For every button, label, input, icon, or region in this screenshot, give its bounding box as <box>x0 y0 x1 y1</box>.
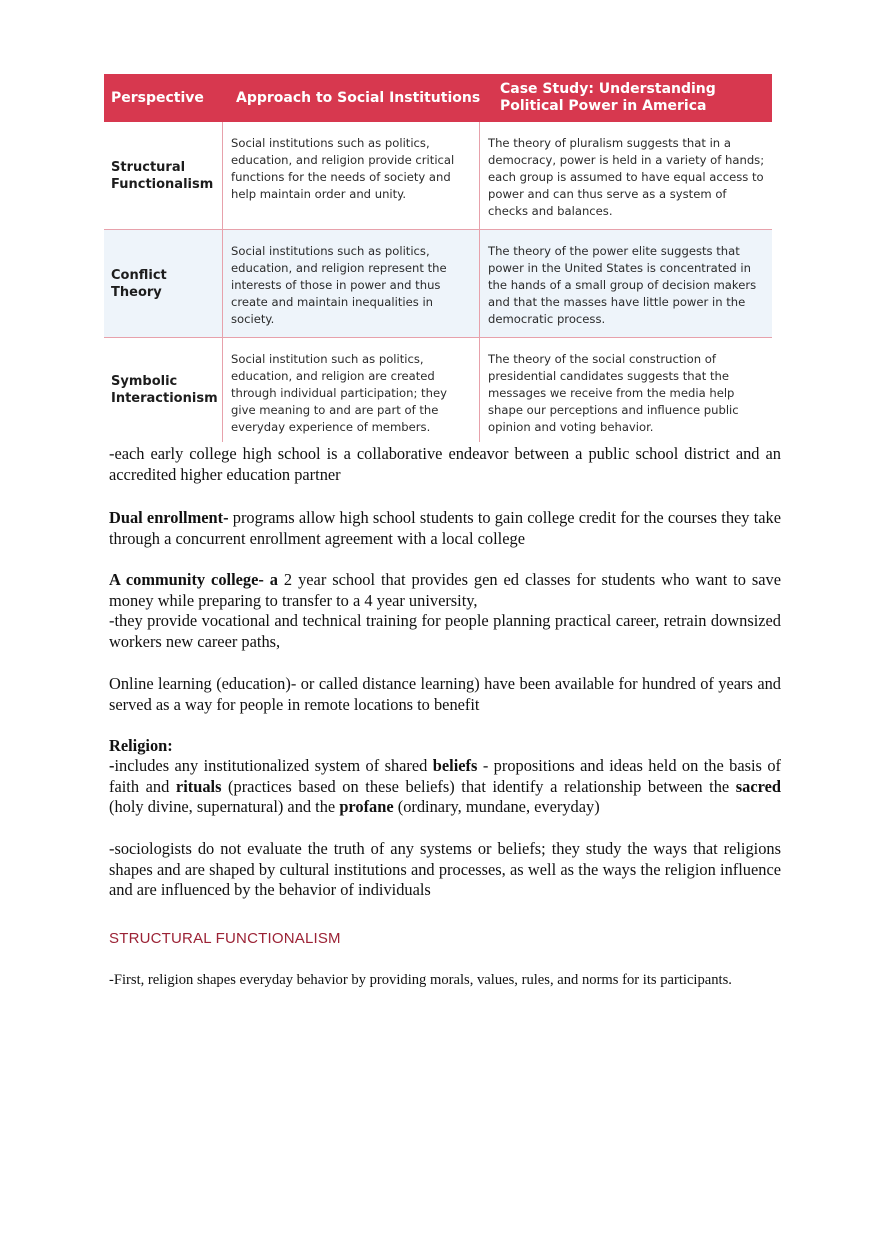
term-beliefs: beliefs <box>432 756 478 775</box>
community-college-term: A community college- a <box>109 570 278 589</box>
sociologists-paragraph: -sociologists do not evaluate the truth of any systems or beliefs; they study the ways that religions shapes and are shaped by cultural institutions and processes, as well as the ways the religion influence and are influenced by the behavior of individuals <box>109 839 781 899</box>
religion-heading-text: Religion: <box>109 736 173 755</box>
row-case-study: The theory of the social construction of presidential candidates suggests that the messages we receive from the media help shape our perceptions and influence public opinion and voting behavior. <box>479 338 772 442</box>
table-row <box>104 230 772 338</box>
early-college-paragraph: -each early college high school is a collaborative endeavor between a public school district and an accredited higher education partner <box>109 444 781 484</box>
header-perspective: Perspective <box>111 89 204 106</box>
row-perspective: Structural Functionalism <box>111 159 214 192</box>
table-row <box>104 338 772 442</box>
row-approach: Social institutions such as politics, education, and religion provide critical functions for the needs of society and help maintain order and unity. <box>222 122 479 229</box>
religion-definition-paragraph <box>109 756 781 818</box>
header-case-study: Case Study: Understanding Political Power in America <box>500 81 716 114</box>
religion-dash: - <box>109 756 115 775</box>
community-college-text: 2 year school that provides gen ed classes for students who want to save money while preparing to transfer to a 4 year university, <box>109 570 781 610</box>
row-case-study: The theory of the power elite suggests that power in the United States is concentrated in the hands of a small group of decision makers and that the masses have little power in the democratic process. <box>479 230 772 337</box>
term-rituals: rituals <box>175 776 222 796</box>
row-perspective: Symbolic Interactionism <box>111 374 218 406</box>
online-learning-paragraph: Online learning (education)- or called distance learning) have been available for hundred of years and served as a way for people in remote locations to benefit <box>109 674 781 714</box>
religion-text-3: (practices based on these beliefs) that identify a relationship between the <box>221 776 736 796</box>
header-approach: Approach to Social Institutions <box>236 89 481 106</box>
structural-functionalism-heading: STRUCTURAL FUNCTIONALISM <box>109 930 341 947</box>
structural-functionalism-paragraph: -First, religion shapes everyday behavior by providing morals, values, rules, and norms for its participants. <box>109 972 732 988</box>
row-perspective: Conflict Theory <box>111 267 167 300</box>
dual-enrollment-paragraph <box>109 508 781 549</box>
term-profane: profane <box>339 797 394 816</box>
dual-enrollment-text: programs allow high school students to gain college credit for the courses they take through a concurrent enrollment agreement with a local college <box>109 508 781 548</box>
religion-heading <box>109 736 781 757</box>
table-header <box>104 74 772 122</box>
community-college-paragraph <box>109 570 781 611</box>
religion-text-1: includes any institutionalized system of shared <box>114 756 433 775</box>
row-approach: Social institution such as politics, education, and religion are created through individual participation; they give meaning to and are part of the everyday experience of members. <box>222 338 479 442</box>
table-row <box>104 122 772 230</box>
community-college-paragraph-2: -they provide vocational and technical training for people planning practical career, retrain downsized workers new career paths, <box>109 611 781 651</box>
religion-text-2: - propositions and ideas held on the basis of faith and <box>109 756 781 796</box>
dual-enrollment-term: Dual enrollment- <box>109 508 229 527</box>
term-sacred: sacred <box>735 776 781 796</box>
perspectives-table <box>104 74 772 442</box>
religion-text-4: (holy divine, supernatural) and the <box>109 797 340 816</box>
row-approach: Social institutions such as politics, education, and religion represent the interests of those in power and thus create and maintain inequalities in society. <box>222 230 479 337</box>
religion-text-5: (ordinary, mundane, everyday) <box>393 797 600 816</box>
row-case-study: The theory of pluralism suggests that in a democracy, power is held in a variety of hands; each group is assumed to have equal access to power and can thus serve as a system of checks and balances. <box>479 122 772 229</box>
